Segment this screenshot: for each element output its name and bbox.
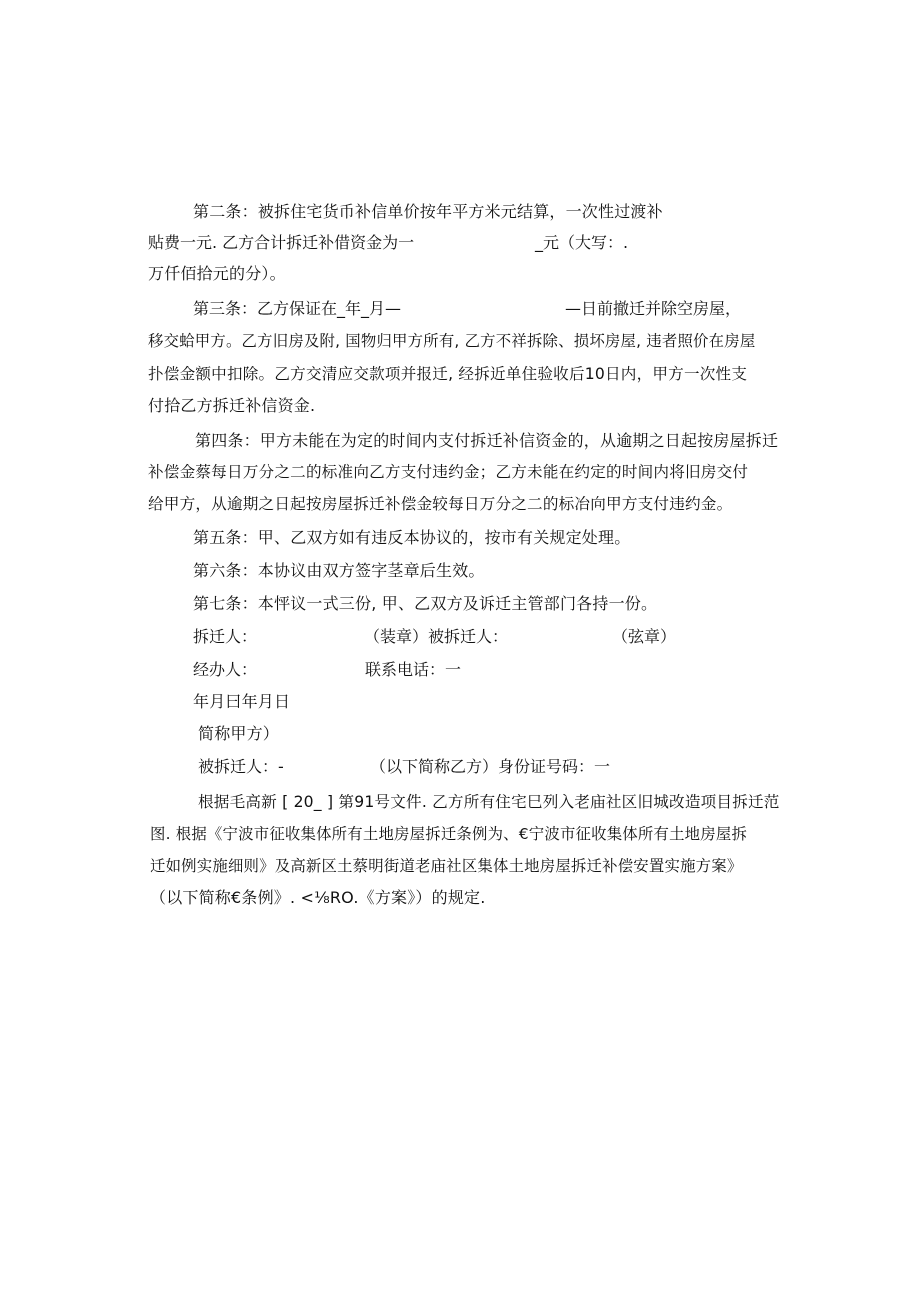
party-b-id-label: （以下简称乙方）身份证号码：一: [370, 757, 611, 776]
demolisher-seal-label: （装章）被拆迁人：: [364, 627, 509, 646]
clause-4-line-1: 第四条：甲方未能在为定的时间内支付拆迁补信资金的，从逾期之日起按房屋拆迁: [195, 431, 779, 450]
short-party-a: 简称甲方）: [198, 724, 280, 743]
demolisher-label: 拆迁人：: [193, 627, 258, 646]
clause-5: 第五条：甲、乙双方如有违反本协议的，按市有关规定处理。: [193, 528, 631, 547]
demolished-person-label: 被拆迁人：-: [198, 757, 284, 776]
basis-line-1: 根据毛高新 [ 20_ ] 第91号文件. 乙方所有住宅巳列入老庙社区旧城改造项目拆迁范: [198, 793, 780, 811]
clause-4-line-2: 补偿金蔡每日万分之二的标准向乙方支付违约金；乙方未能在约定的时间内将旧房交付: [148, 463, 749, 481]
clause-3-line-2: 移交蛤甲方。乙方旧房及附, 国物归甲方所有, 乙方不祥拆除、损坏房屋, 违者照价在房屋: [148, 332, 756, 350]
clause-3-line-3: 扑偿金额中扣除。乙方交清应交款项并报迁, 经拆近单住验收后10日内，甲方一次性支: [148, 365, 748, 383]
clause-2-line-2-b: _元（大写：.: [535, 233, 629, 252]
clause-2-line-3: 万仟佰拾元的分）。: [148, 264, 286, 283]
clause-4-line-3: 给甲方，从逾期之日起按房屋拆迁补偿金较每日万分之二的标冶向甲方支付违约金。: [148, 495, 733, 513]
handler-label: 经办人：: [193, 660, 258, 679]
demolished-seal-label: （弦章）: [612, 627, 677, 646]
clause-3-line-1-a: 第三条：乙方保证在_年_月—: [193, 299, 402, 318]
clause-2-line-1: 第二条：被拆住宅货币补信单价按年平方米元结算，一次性过渡补: [193, 202, 663, 221]
clause-2-line-2-a: 贴费一元. 乙方合计拆迁补借资金为一: [148, 233, 415, 252]
signature-dates: 年月曰年月日: [193, 692, 291, 711]
basis-line-4: （以下简称€条例》. <⅛RO.《方案》）的规定.: [150, 888, 486, 907]
phone-label: 联系电话：一: [365, 660, 462, 679]
clause-6: 第六条：本协议由双方签字茎章后生效。: [193, 561, 485, 580]
basis-line-3: 迁如例实施细则》及高新区土蔡明街道老庙社区集体土地房屋拆迁补偿安置实施方案》: [150, 857, 743, 875]
clause-3-line-1-b: —日前撤迁并除空房屋，: [565, 299, 742, 318]
clause-7: 第七条：本怦议一式三份, 甲、乙双方及诉迁主管部门各持一份。: [193, 594, 658, 613]
basis-line-2: 图. 根据《宁波市征收集体所有土地房屋拆迁条例为、€宁波市征收集体所有土地房屋拆: [150, 825, 748, 843]
clause-3-line-4: 付拾乙方拆迁补信资金.: [148, 396, 316, 415]
